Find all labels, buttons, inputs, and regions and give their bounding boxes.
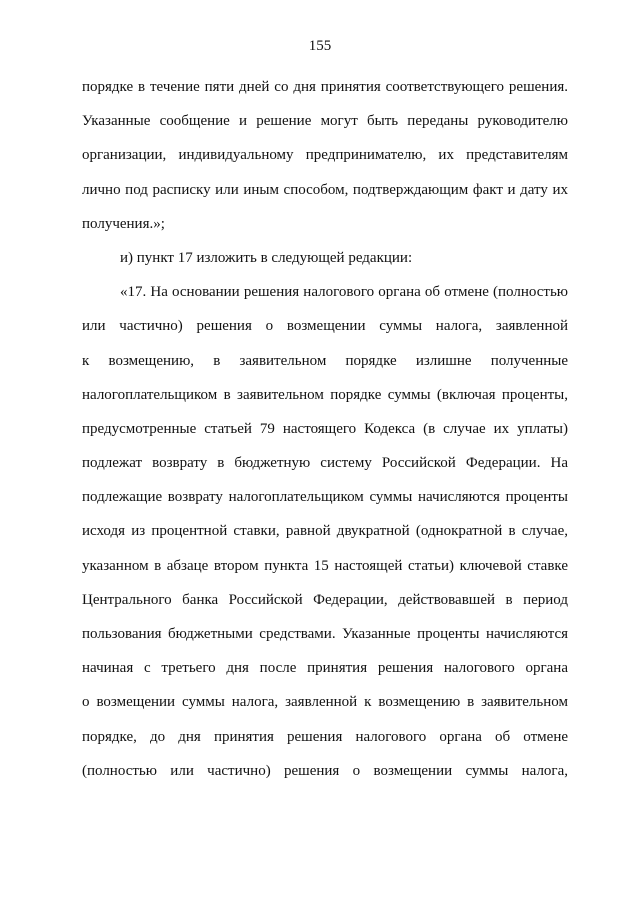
text-line: организации, индивидуальному предпринимателю, их представителям	[82, 147, 568, 164]
text-line: предусмотренные статьей 79 настоящего Кодекса (в случае их уплаты)	[82, 420, 568, 437]
text-line: о возмещении суммы налога, заявленной к возмещению в заявительном	[82, 694, 568, 711]
text-line: налогоплательщиком в заявительном порядке суммы (включая проценты,	[82, 386, 568, 403]
text-line: начиная с третьего дня после принятия решения налогового органа	[82, 660, 568, 677]
document-body	[82, 70, 568, 788]
text-line: подлежат возврату в бюджетную систему Российской Федерации. На	[82, 455, 568, 472]
text-line: к возмещению, в заявительном порядке излишне полученные	[82, 352, 568, 369]
text-line: пользования бюджетными средствами. Указанные проценты начисляются	[82, 626, 568, 642]
text-line: (полностью или частично) решения о возмещении суммы налога,	[82, 762, 568, 779]
text-line: Указанные сообщение и решение могут быть переданы руководителю	[82, 113, 568, 130]
text-line: и) пункт 17 изложить в следующей редакции:	[120, 249, 413, 266]
text-line: лично под расписку или иным способом, подтверждающим факт и дату их	[82, 181, 568, 198]
text-line: порядке, до дня принятия решения налогового органа об отмене	[82, 728, 568, 745]
text-line: или частично) решения о возмещении суммы налога, заявленной	[82, 318, 568, 335]
text-line: получения.»;	[82, 215, 165, 232]
text-line: указанном в абзаце втором пункта 15 настоящей статьи) ключевой ставке	[82, 557, 568, 574]
text-line: подлежащие возврату налогоплательщиком суммы начисляются проценты	[82, 489, 568, 506]
text-line: «17. На основании решения налогового органа об отмене (полностью	[120, 284, 568, 301]
text-line: Центрального банка Российской Федерации, действовавшей в период	[82, 591, 568, 608]
page-number: 155	[308, 38, 332, 54]
text-line: порядке в течение пяти дней со дня принятия соответствующего решения.	[82, 79, 568, 95]
text-line: исходя из процентной ставки, равной двукратной (однократной в случае,	[82, 523, 568, 540]
